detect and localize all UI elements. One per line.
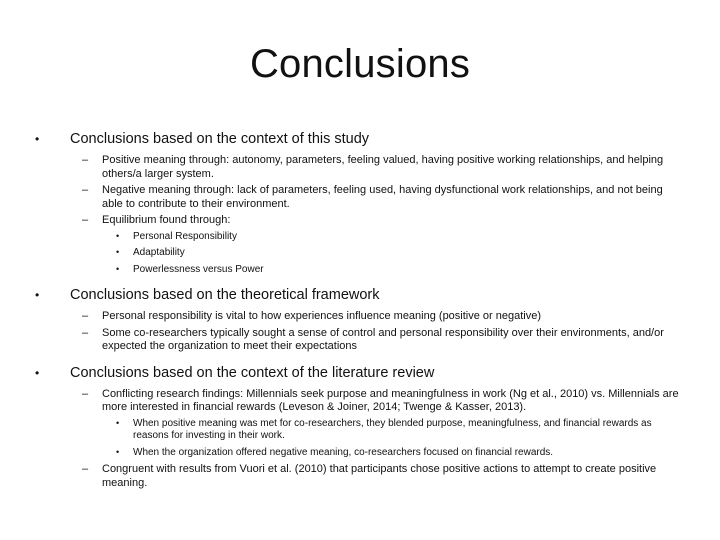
list-item-text: Congruent with results from Vuori et al. (2010) that participants chose positive actions to attempt to create positive meaning. [102,463,657,489]
bullet-marker: • [116,247,120,257]
list-subitem-text: Personal Responsibility [133,230,237,242]
list-item [0,388,720,460]
list-subitem [0,418,720,443]
sub-list [0,310,720,354]
list-item [0,310,720,324]
list-subitem-text: When the organization offered negative meaning, co-researchers focused on financial rewards. [133,446,554,458]
dash-marker: – [82,310,89,322]
list-item [0,184,720,211]
list-item-text: Negative meaning through: lack of parameters, feeling used, having dysfunctional work relationships, and not being able to contribute to their environment. [102,184,663,210]
bullet-marker: • [35,288,40,302]
list-item-text: Equilibrium found through: [102,214,231,226]
bullet-marker: • [35,132,40,146]
list-item [0,463,720,490]
sub-list [0,388,720,491]
slide-title: Conclusions [249,42,471,86]
list-item-text: Some co-researchers typically sought a sense of control and personal responsibility over their environments, and/or expected the organization to meet their expectations [102,326,664,352]
list-item [0,214,720,276]
sub-sub-list [0,231,720,277]
section-context-of-study [0,130,720,276]
section-literature-review [0,364,720,491]
section-heading: Conclusions based on the context of this study [70,131,370,147]
list-subitem [0,231,720,244]
section-theoretical-framework [0,286,720,354]
list-item-text: Positive meaning through: autonomy, parameters, feeling valued, having positive working relationships, and helping others/a larger system. [102,154,664,180]
list-subitem-text: When positive meaning was met for co-researchers, they blended purpose, meaningfulness, and financial rewards as reasons for investing in their work. [133,417,652,441]
bullet-marker: • [116,417,120,428]
section-heading: Conclusions based on the theoretical framework [70,287,380,303]
dash-marker: – [82,387,89,400]
bullet-marker: • [116,263,120,274]
list-item [0,327,720,354]
dash-marker: – [82,326,89,339]
dash-marker: – [82,214,89,226]
list-subitem [0,264,720,277]
list-subitem [0,247,720,260]
sub-list [0,154,720,276]
bullet-marker: • [35,365,40,380]
section-heading: Conclusions based on the context of the literature review [70,364,435,381]
list-subitem [0,447,720,460]
dash-marker: – [82,463,89,475]
list-item-text: Conflicting research findings: Millennials seek purpose and meaningfulness in work (Ng et al., 2010) vs. Millennials are more interested in financial rewards (Leveson & Joiner, 2014; Twenge & Kasser, 2013). [102,387,679,413]
dash-marker: – [82,154,89,166]
list-subitem-text: Powerlessness versus Power [133,263,264,275]
dash-marker: – [82,184,89,196]
list-subitem-text: Adaptability [133,247,185,258]
list-item-text: Personal responsibility is vital to how experiences influence meaning (positive or negative) [102,310,542,322]
bullet-marker: • [116,446,120,457]
list-item [0,154,720,181]
sub-sub-list [0,418,720,460]
slide-content [0,130,720,493]
bullet-marker: • [116,230,120,241]
